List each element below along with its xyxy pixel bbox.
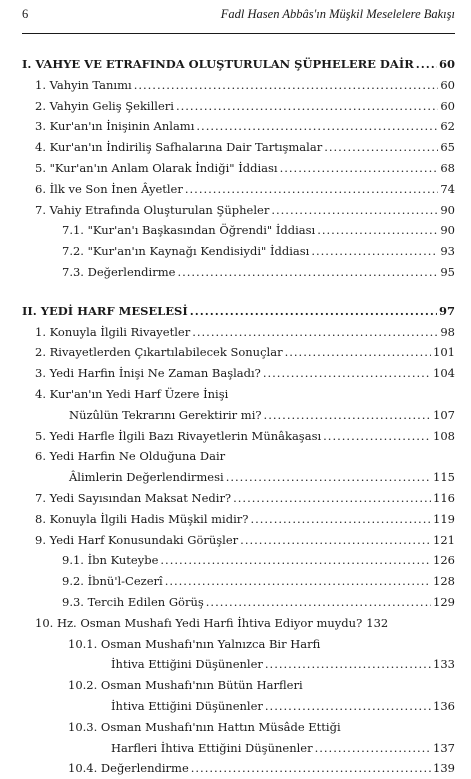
toc-section-heading: I. VAHYE VE ETRAFINDA OLUŞTURULAN ŞÜPHELERE DAİR ..... 60 <box>22 54 455 75</box>
toc-entry: 10. Hz. Osman Mushafı Yedi Harfi İhtiva Ediyor muydu? 132 <box>35 615 389 630</box>
leader-dots <box>196 116 438 137</box>
leader-dots <box>226 467 431 488</box>
toc-entry: 5. "Kur'an'ın Anlam Olarak İndiği" İddiası ..... 68 <box>22 158 455 179</box>
toc-subentry-continuation: İhtiva Ettiğini Düşünenler ..... 136 <box>22 696 455 717</box>
leader-dots <box>263 363 431 384</box>
toc-subentry: 7.2. "Kur'an'ın Kaynağı Kendisiydi" İddiası ..... 93 <box>22 241 455 262</box>
leader-dots <box>177 262 438 283</box>
leader-dots <box>185 179 439 200</box>
toc-entry-first-line: 4. Kur'an'ın Yedi Harf Üzere İnişi <box>35 386 229 401</box>
toc-entry-continuation: Âlimlerin Değerlendirmesi ..... 115 <box>22 467 455 488</box>
leader-dots <box>160 550 431 571</box>
leader-dots <box>315 738 431 759</box>
toc-entry-continuation: Nüzûlün Tekrarını Gerektirir mi? ..... 107 <box>22 405 455 426</box>
toc-section-heading: II. YEDİ HARF MESELESİ ..... 97 <box>22 301 455 322</box>
toc-subentry-first-line: 10.1. Osman Mushafı'nın Yalnızca Bir Harfi <box>68 636 321 651</box>
leader-dots <box>271 200 438 221</box>
toc-subentry: 7.1. "Kur'an'ı Başkasından Öğrendi" İddiası ..... 90 <box>22 220 455 241</box>
leader-dots <box>323 426 431 447</box>
leader-dots <box>264 405 432 426</box>
leader-dots <box>240 530 431 551</box>
leader-dots <box>324 137 438 158</box>
toc-entry: 3. Yedi Harfin İnişi Ne Zaman Başladı? ..... 104 <box>22 363 455 384</box>
toc-entry: 7. Vahiy Etrafında Oluşturulan Şüpheler ..... 90 <box>22 200 455 221</box>
toc-subentry: 9.2. İbnü'l-Cezerî ..... 128 <box>22 571 455 592</box>
leader-dots <box>134 75 439 96</box>
toc-subentry: 9.3. Tercih Edilen Görüş ..... 129 <box>22 592 455 613</box>
leader-dots <box>317 220 438 241</box>
page-header <box>22 7 455 25</box>
table-of-contents <box>22 54 455 779</box>
leader-dots <box>192 322 438 343</box>
leader-dots <box>280 158 439 179</box>
leader-dots <box>265 696 431 717</box>
toc-subentry: 7.3. Değerlendirme ..... 95 <box>22 262 455 283</box>
leader-dots <box>165 571 431 592</box>
toc-entry: 3. Kur'an'ın İnişinin Anlamı ..... 62 <box>22 116 455 137</box>
header-rule <box>22 33 455 34</box>
leader-dots <box>311 241 438 262</box>
page-number: 6 <box>22 7 29 21</box>
section-gap <box>22 283 455 301</box>
leader-dots <box>206 592 431 613</box>
leader-dots <box>176 96 438 117</box>
toc-entry: 1. Vahyin Tanımı ..... 60 <box>22 75 455 96</box>
leader-dots <box>265 654 431 675</box>
toc-entry: 2. Rivayetlerden Çıkartılabilecek Sonuçlar ..... 101 <box>22 342 455 363</box>
leader-dots <box>233 488 431 509</box>
toc-entry: 4. Kur'an'ın İndiriliş Safhalarına Dair Tartışmalar ..... 65 <box>22 137 455 158</box>
toc-entry: 7. Yedi Sayısından Maksat Nedir? ..... 116 <box>22 488 455 509</box>
toc-subentry: 9.1. İbn Kuteybe ..... 126 <box>22 550 455 571</box>
toc-entry: 2. Vahyin Geliş Şekilleri ..... 60 <box>22 96 455 117</box>
toc-entry: 6. İlk ve Son İnen Âyetler ..... 74 <box>22 179 455 200</box>
toc-subentry-continuation: Harfleri İhtiva Ettiğini Düşünenler ..... 137 <box>22 738 455 759</box>
toc-subentry-continuation: İhtiva Ettiğini Düşünenler ..... 133 <box>22 654 455 675</box>
leader-dots <box>285 342 431 363</box>
toc-entry-first-line: 6. Yedi Harfin Ne Olduğuna Dair <box>35 449 226 464</box>
toc-subentry: 10.4. Değerlendirme ..... 139 <box>22 758 455 779</box>
toc-entry: 9. Yedi Harf Konusundaki Görüşler ..... 121 <box>22 530 455 551</box>
toc-subentry-first-line: 10.2. Osman Mushafı'nın Bütün Harfleri <box>68 678 303 693</box>
leader-dots <box>190 301 437 322</box>
toc-subentry-first-line: 10.3. Osman Mushafı'nın Hattın Müsâde Ettiği <box>68 719 341 734</box>
toc-entry: 1. Konuyla İlgili Rivayetler ..... 98 <box>22 322 455 343</box>
leader-dots <box>191 758 431 779</box>
leader-dots <box>250 509 431 530</box>
toc-entry: 5. Yedi Harfle İlgili Bazı Rivayetlerin Münâkaşası ..... 108 <box>22 426 455 447</box>
toc-entry: 8. Konuyla İlgili Hadis Müşkil midir? ..... 119 <box>22 509 455 530</box>
running-head: Fadl Hasen Abbâs'ın Müşkil Meselelere Bakışı <box>220 7 455 21</box>
leader-dots <box>416 54 437 75</box>
